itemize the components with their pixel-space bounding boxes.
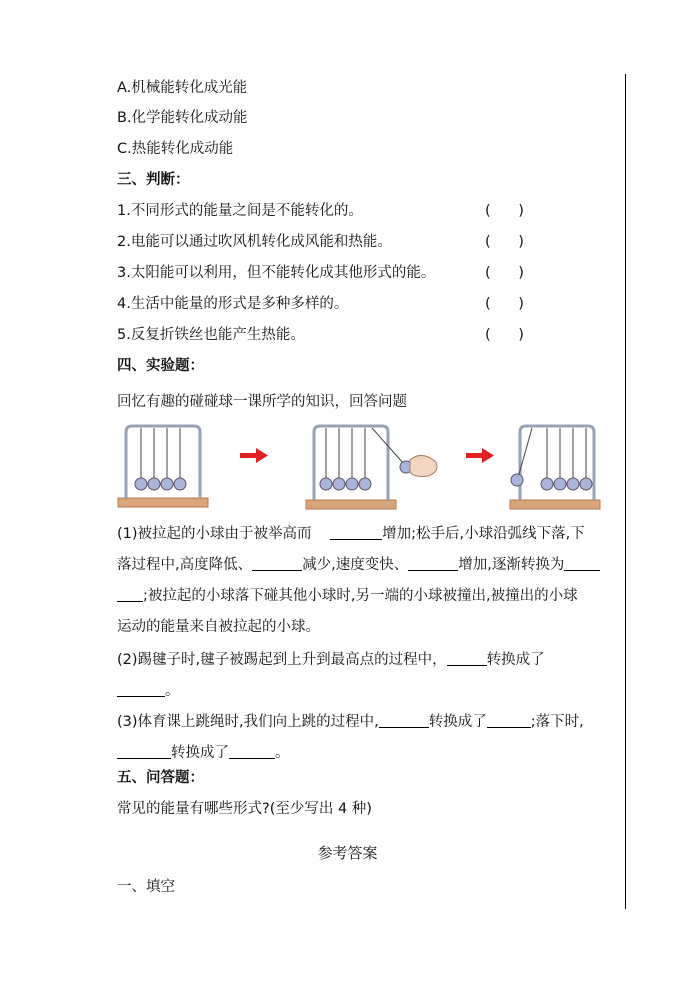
q3-text-1b: 转换成了 bbox=[428, 714, 487, 730]
judge-item-1: 1.不同形式的能量之间是不能转化的。 bbox=[117, 203, 363, 219]
q3-text-1c: ;落下时, bbox=[530, 714, 584, 730]
q3-text-2a: 转换成了 bbox=[171, 745, 229, 761]
judge-paren-1: ( ) bbox=[485, 203, 524, 219]
judge-paren-4: ( ) bbox=[485, 296, 524, 312]
q3-line-2 bbox=[117, 743, 290, 763]
cradle-1 bbox=[118, 426, 208, 507]
section4-intro: 回忆有趣的碰碰球一课所学的知识，回答问题 bbox=[117, 394, 407, 410]
judge-item-4: 4.生活中能量的形式是多种多样的。 bbox=[117, 296, 349, 312]
judge-item-3: 3.太阳能可以利用，但不能转化成其他形式的能。 bbox=[117, 265, 436, 281]
q1-text-2c: 增加,逐渐转换为 bbox=[458, 557, 565, 573]
judge-paren-2: ( ) bbox=[485, 234, 524, 250]
arrow-right-icon bbox=[240, 448, 268, 463]
q1-text-1a: (1)被拉起的小球由于被举高而 bbox=[117, 526, 312, 542]
q1-text-1b: 增加;松手后,小球沿弧线下落,下 bbox=[382, 526, 585, 542]
q1-blank-4b[interactable] bbox=[117, 587, 143, 602]
section5-question: 常见的能量有哪些形式?(至少写出 4 种) bbox=[117, 801, 372, 817]
q2-text-1b: 转换成了 bbox=[486, 652, 545, 668]
q2-line-1 bbox=[117, 650, 545, 670]
arrow-right-icon-2 bbox=[466, 448, 494, 463]
answers-title: 参考答案 bbox=[317, 844, 378, 862]
judge-paren-5: ( ) bbox=[485, 327, 524, 343]
q2-line-2 bbox=[117, 681, 180, 701]
q3-blank-4[interactable] bbox=[229, 744, 275, 759]
q2-text-1: (2)踢毽子时,毽子被踢起到上升到最高点的过程中， bbox=[117, 652, 447, 668]
q1-blank-3[interactable] bbox=[408, 556, 458, 571]
q1-line-2 bbox=[117, 555, 600, 575]
section3-title: 三、判断： bbox=[117, 172, 190, 188]
newtons-cradle-figure bbox=[110, 420, 630, 512]
q3-blank-3[interactable] bbox=[117, 744, 171, 759]
option-b: B.化学能转化成动能 bbox=[117, 110, 248, 126]
q3-line-1 bbox=[117, 712, 584, 732]
q2-blank-1[interactable] bbox=[447, 651, 487, 666]
cradle-2 bbox=[306, 426, 437, 509]
section4-title: 四、实验题： bbox=[117, 358, 204, 374]
q1-text-3a: ;被拉起的小球落下碰其他小球时,另一端的小球被撞出,被撞出的小球 bbox=[143, 588, 578, 604]
q1-text-2b: 减少,速度变快、 bbox=[302, 557, 409, 573]
answers-first: 一、填空 bbox=[117, 879, 175, 895]
q1-line-3 bbox=[117, 586, 578, 606]
judge-paren-3: ( ) bbox=[485, 265, 524, 281]
q1-blank-1[interactable] bbox=[330, 525, 382, 540]
judge-item-2: 2.电能可以通过吹风机转化成风能和热能。 bbox=[117, 234, 392, 250]
q1-blank-2[interactable] bbox=[252, 556, 302, 571]
option-c: C.热能转化成动能 bbox=[117, 141, 234, 157]
option-a: A.机械能转化成光能 bbox=[117, 80, 248, 96]
q1-text-2a: 落过程中,高度降低、 bbox=[117, 557, 253, 573]
q3-text-1a: (3)体育课上跳绳时,我们向上跳的过程中, bbox=[117, 714, 379, 730]
q1-line-4: 运动的能量来自被拉起的小球。 bbox=[117, 619, 320, 635]
q3-text-2b: 。 bbox=[275, 745, 290, 761]
judge-item-5: 5.反复折铁丝也能产生热能。 bbox=[117, 327, 305, 343]
q1-blank-4a[interactable] bbox=[564, 556, 600, 571]
q2-blank-2[interactable] bbox=[117, 682, 165, 697]
section5-title: 五、问答题： bbox=[117, 770, 204, 786]
q2-text-2: 。 bbox=[165, 683, 180, 699]
q3-blank-2[interactable] bbox=[487, 713, 531, 728]
q1-line-1 bbox=[117, 524, 585, 544]
q3-blank-1[interactable] bbox=[379, 713, 429, 728]
cradle-3 bbox=[510, 426, 600, 509]
